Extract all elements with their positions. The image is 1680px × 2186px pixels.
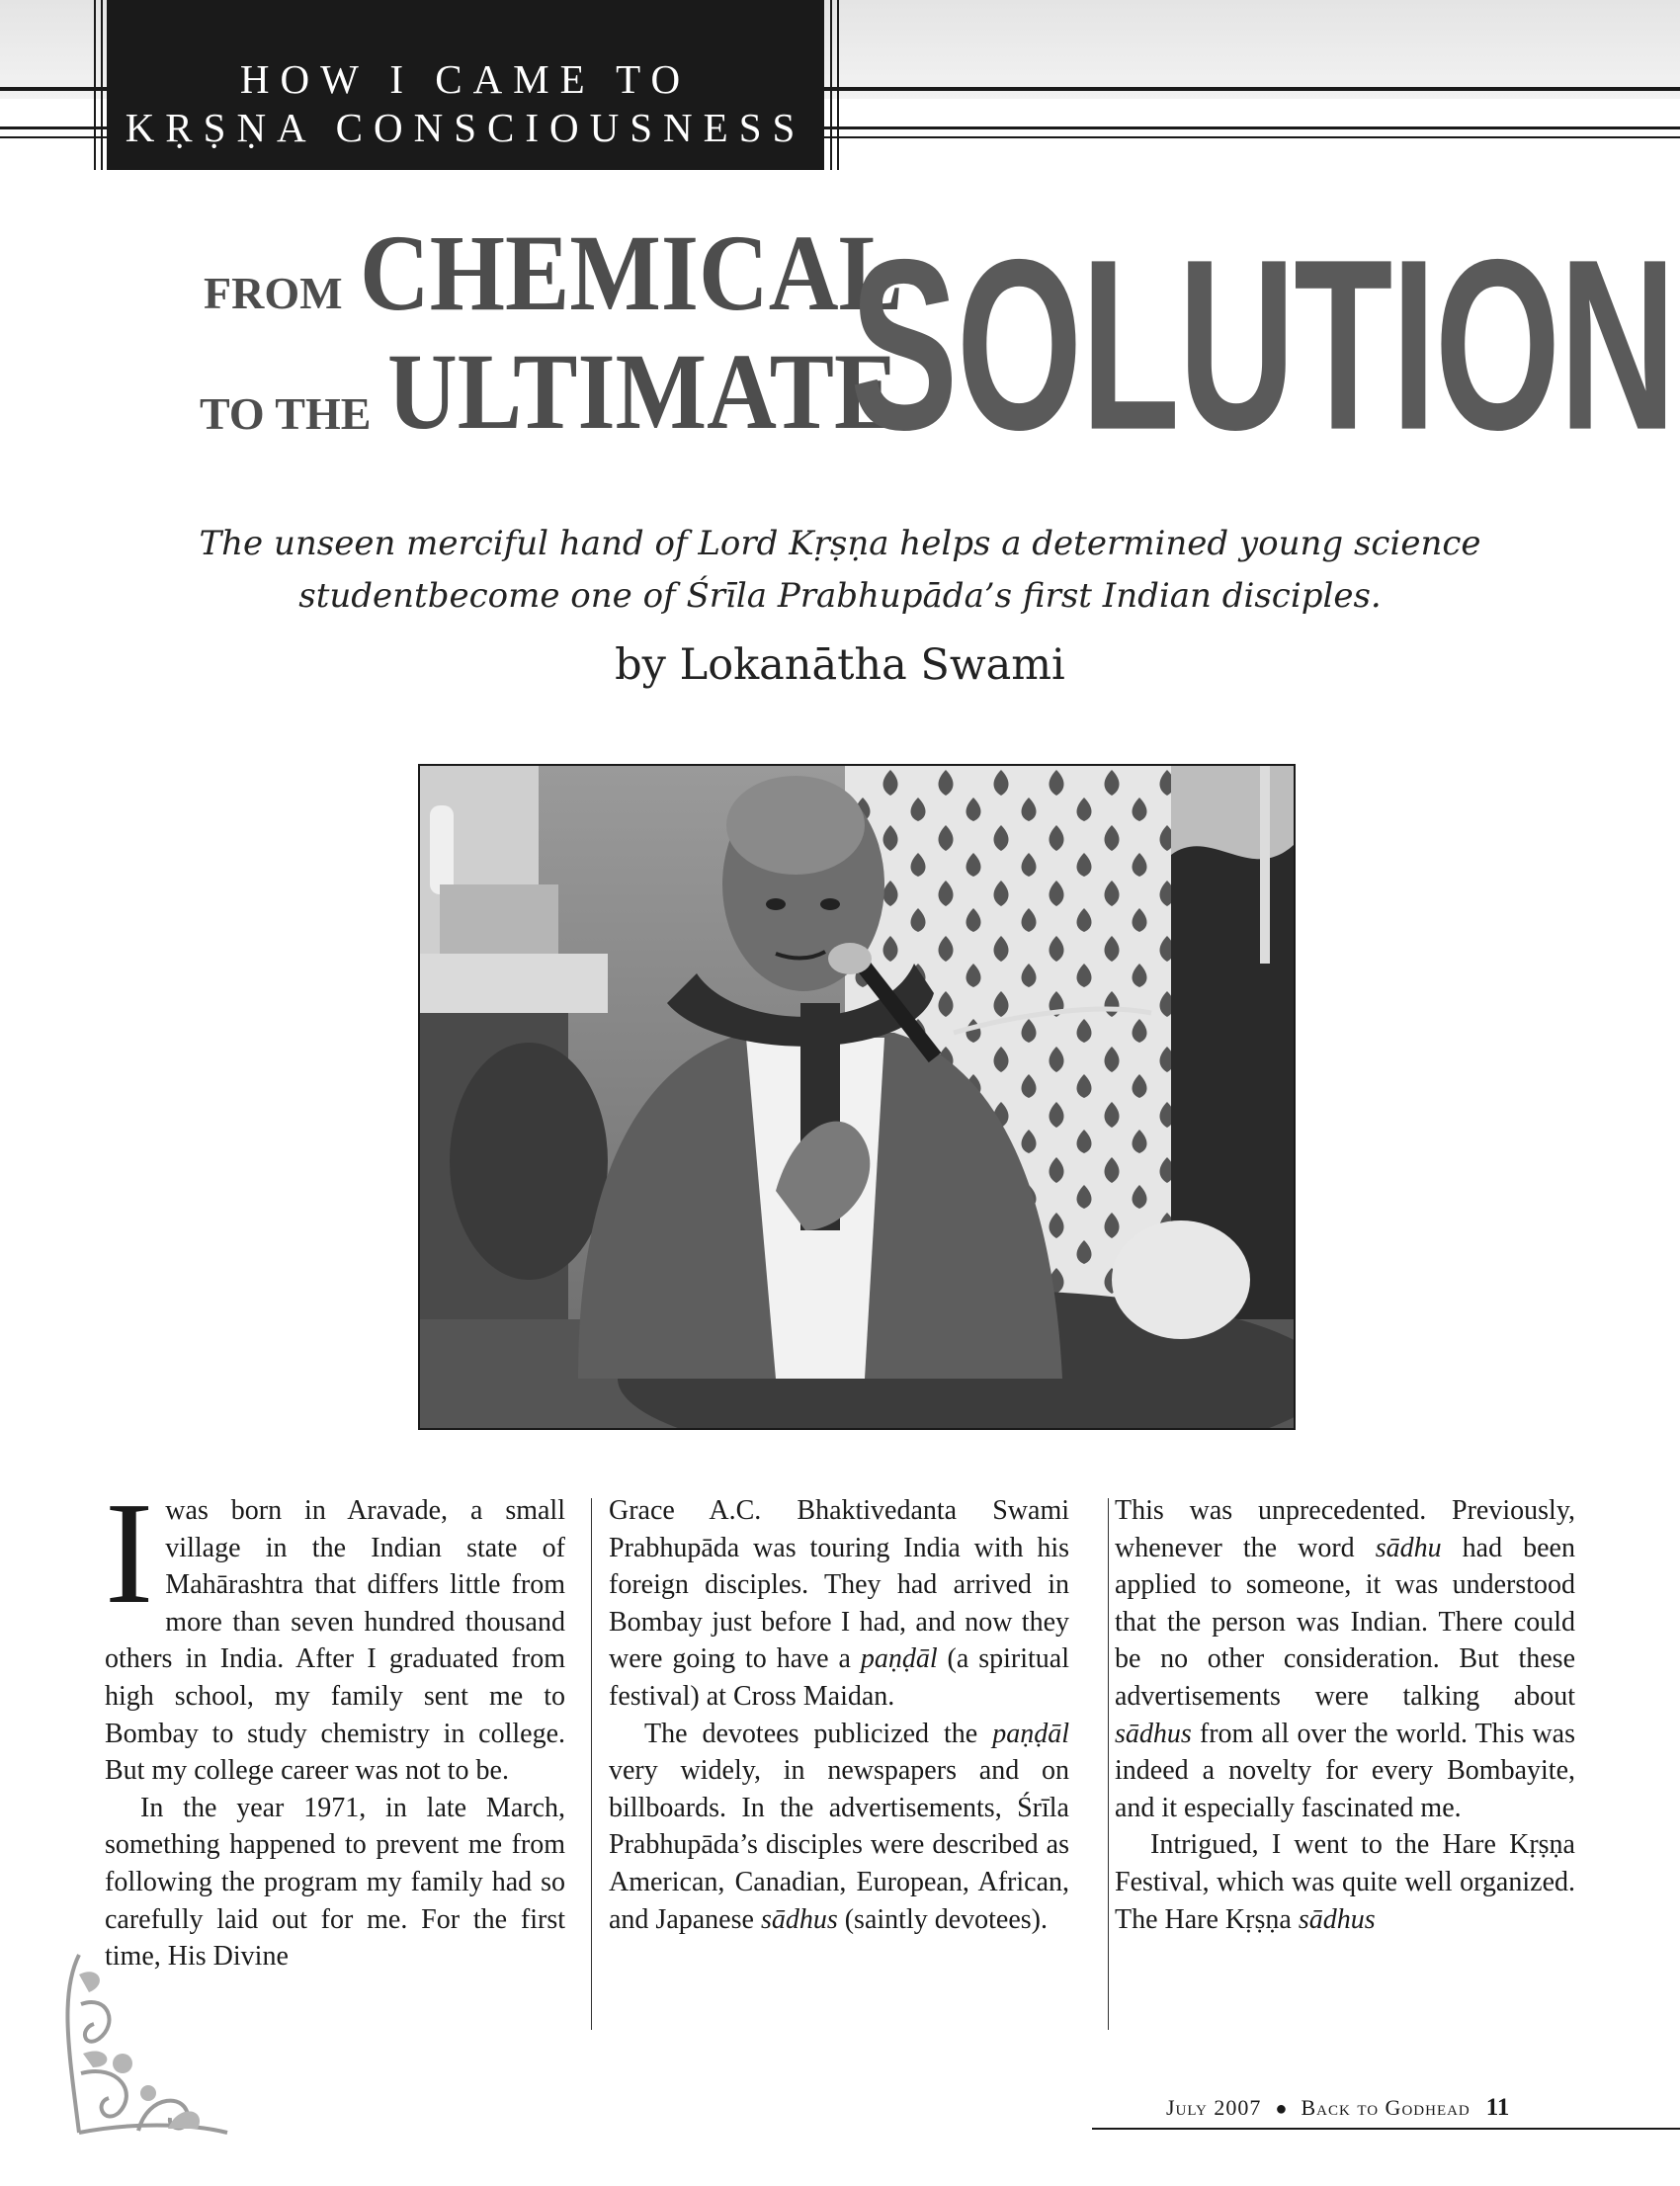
headline-from: FROM [204,268,343,318]
department-line-1: HOW I CAME TO [239,56,692,102]
headline-ultimate: ULTIMATE [387,332,899,453]
paragraph: The devotees publicized the paṇḍāl very widely, in newspapers and on billboards. In the advertisements, Śrīla Prabhupāda’s disciples were described as American, Canadian, European, African, and Japanese sādhus (saintly devotees). [609,1718,1069,1935]
sanskrit-term: sādhus [1115,1718,1192,1749]
paragraph [105,1472,565,1790]
headline-to-the: TO THE [200,388,372,439]
paragraph: Grace A.C. Bhaktivedanta Swami Prabhupāda was touring India with his foreign disciples. They had arrived in Bombay just before I had, and now they were going to have a paṇḍāl (a spiritual festival) at Cross Maidan. [609,1495,1069,1712]
article-column-2 [609,1492,1069,1938]
sanskrit-term: paṇḍāl [860,1643,938,1675]
paragraph: This was unprecedented. Previously, whenever the word sādhu had been applied to someone, it was understood that the person was Indian. There could be no other consideration. But these advertisements were talking about sādhus from all over the world. This was indeed a novelty for every Bombayite, and it especially fascinated me. [1115,1495,1575,1823]
sanskrit-term: sādhus [1298,1903,1376,1935]
article-column-1 [105,1472,565,1976]
floral-corner-ornament-icon [49,1945,237,2147]
column-rule [1108,1498,1109,2030]
magazine-name: Back to Godhead [1301,2095,1470,2120]
header-divider [101,0,103,170]
paragraph-text: was born in Aravade, a small village in the Indian state of Mahārashtra that differs little from more than seven hundred thousand others in India. After I graduated from high school, my family sent me to Bombay to study chemistry in college. But my college career was not to be. [105,1495,565,1787]
footer-rule [1092,2128,1680,2130]
sanskrit-term: sādhu [1375,1532,1442,1563]
headline-solution: SOLUTION [850,209,1675,481]
department-line-2: KṚṢṆA CONSCIOUSNESS [125,105,806,150]
headline-chemical: CHEMICAL [360,213,903,334]
page-footer [1166,2094,1509,2122]
paragraph: In the year 1971, in late March, something happened to prevent me from following the program my family had so carefully laid out for me. For the first time, His Divine [105,1792,565,1973]
sanskrit-term: sādhus [760,1903,838,1935]
sanskrit-term: paṇḍāl [992,1718,1069,1749]
photo-of-speaker-icon [418,764,1296,1430]
page-number: 11 [1485,2094,1510,2121]
issue-date: July 2007 [1166,2095,1262,2120]
header-divider [830,0,832,170]
deck-line-2: studentbecome one of Śrīla Prabhupāda’s first Indian disciples. [298,576,1382,616]
bullet-icon: ● [1275,2098,1288,2120]
paragraph: Intrigued, I went to the Hare Kṛṣṇa Festival, which was quite well organized. The Hare Kṛṣṇa sādhus [1115,1829,1575,1935]
article-column-3 [1115,1492,1575,1938]
department-label [107,0,824,170]
deck-line-1: The unseen merciful hand of Lord Kṛṣṇa helps a determined young science [199,524,1481,563]
drop-cap: I [105,1472,154,1635]
column-rule [591,1498,592,2030]
byline: by Lokanātha Swami [615,640,1065,690]
header-divider [94,0,96,170]
header-divider [837,0,839,170]
